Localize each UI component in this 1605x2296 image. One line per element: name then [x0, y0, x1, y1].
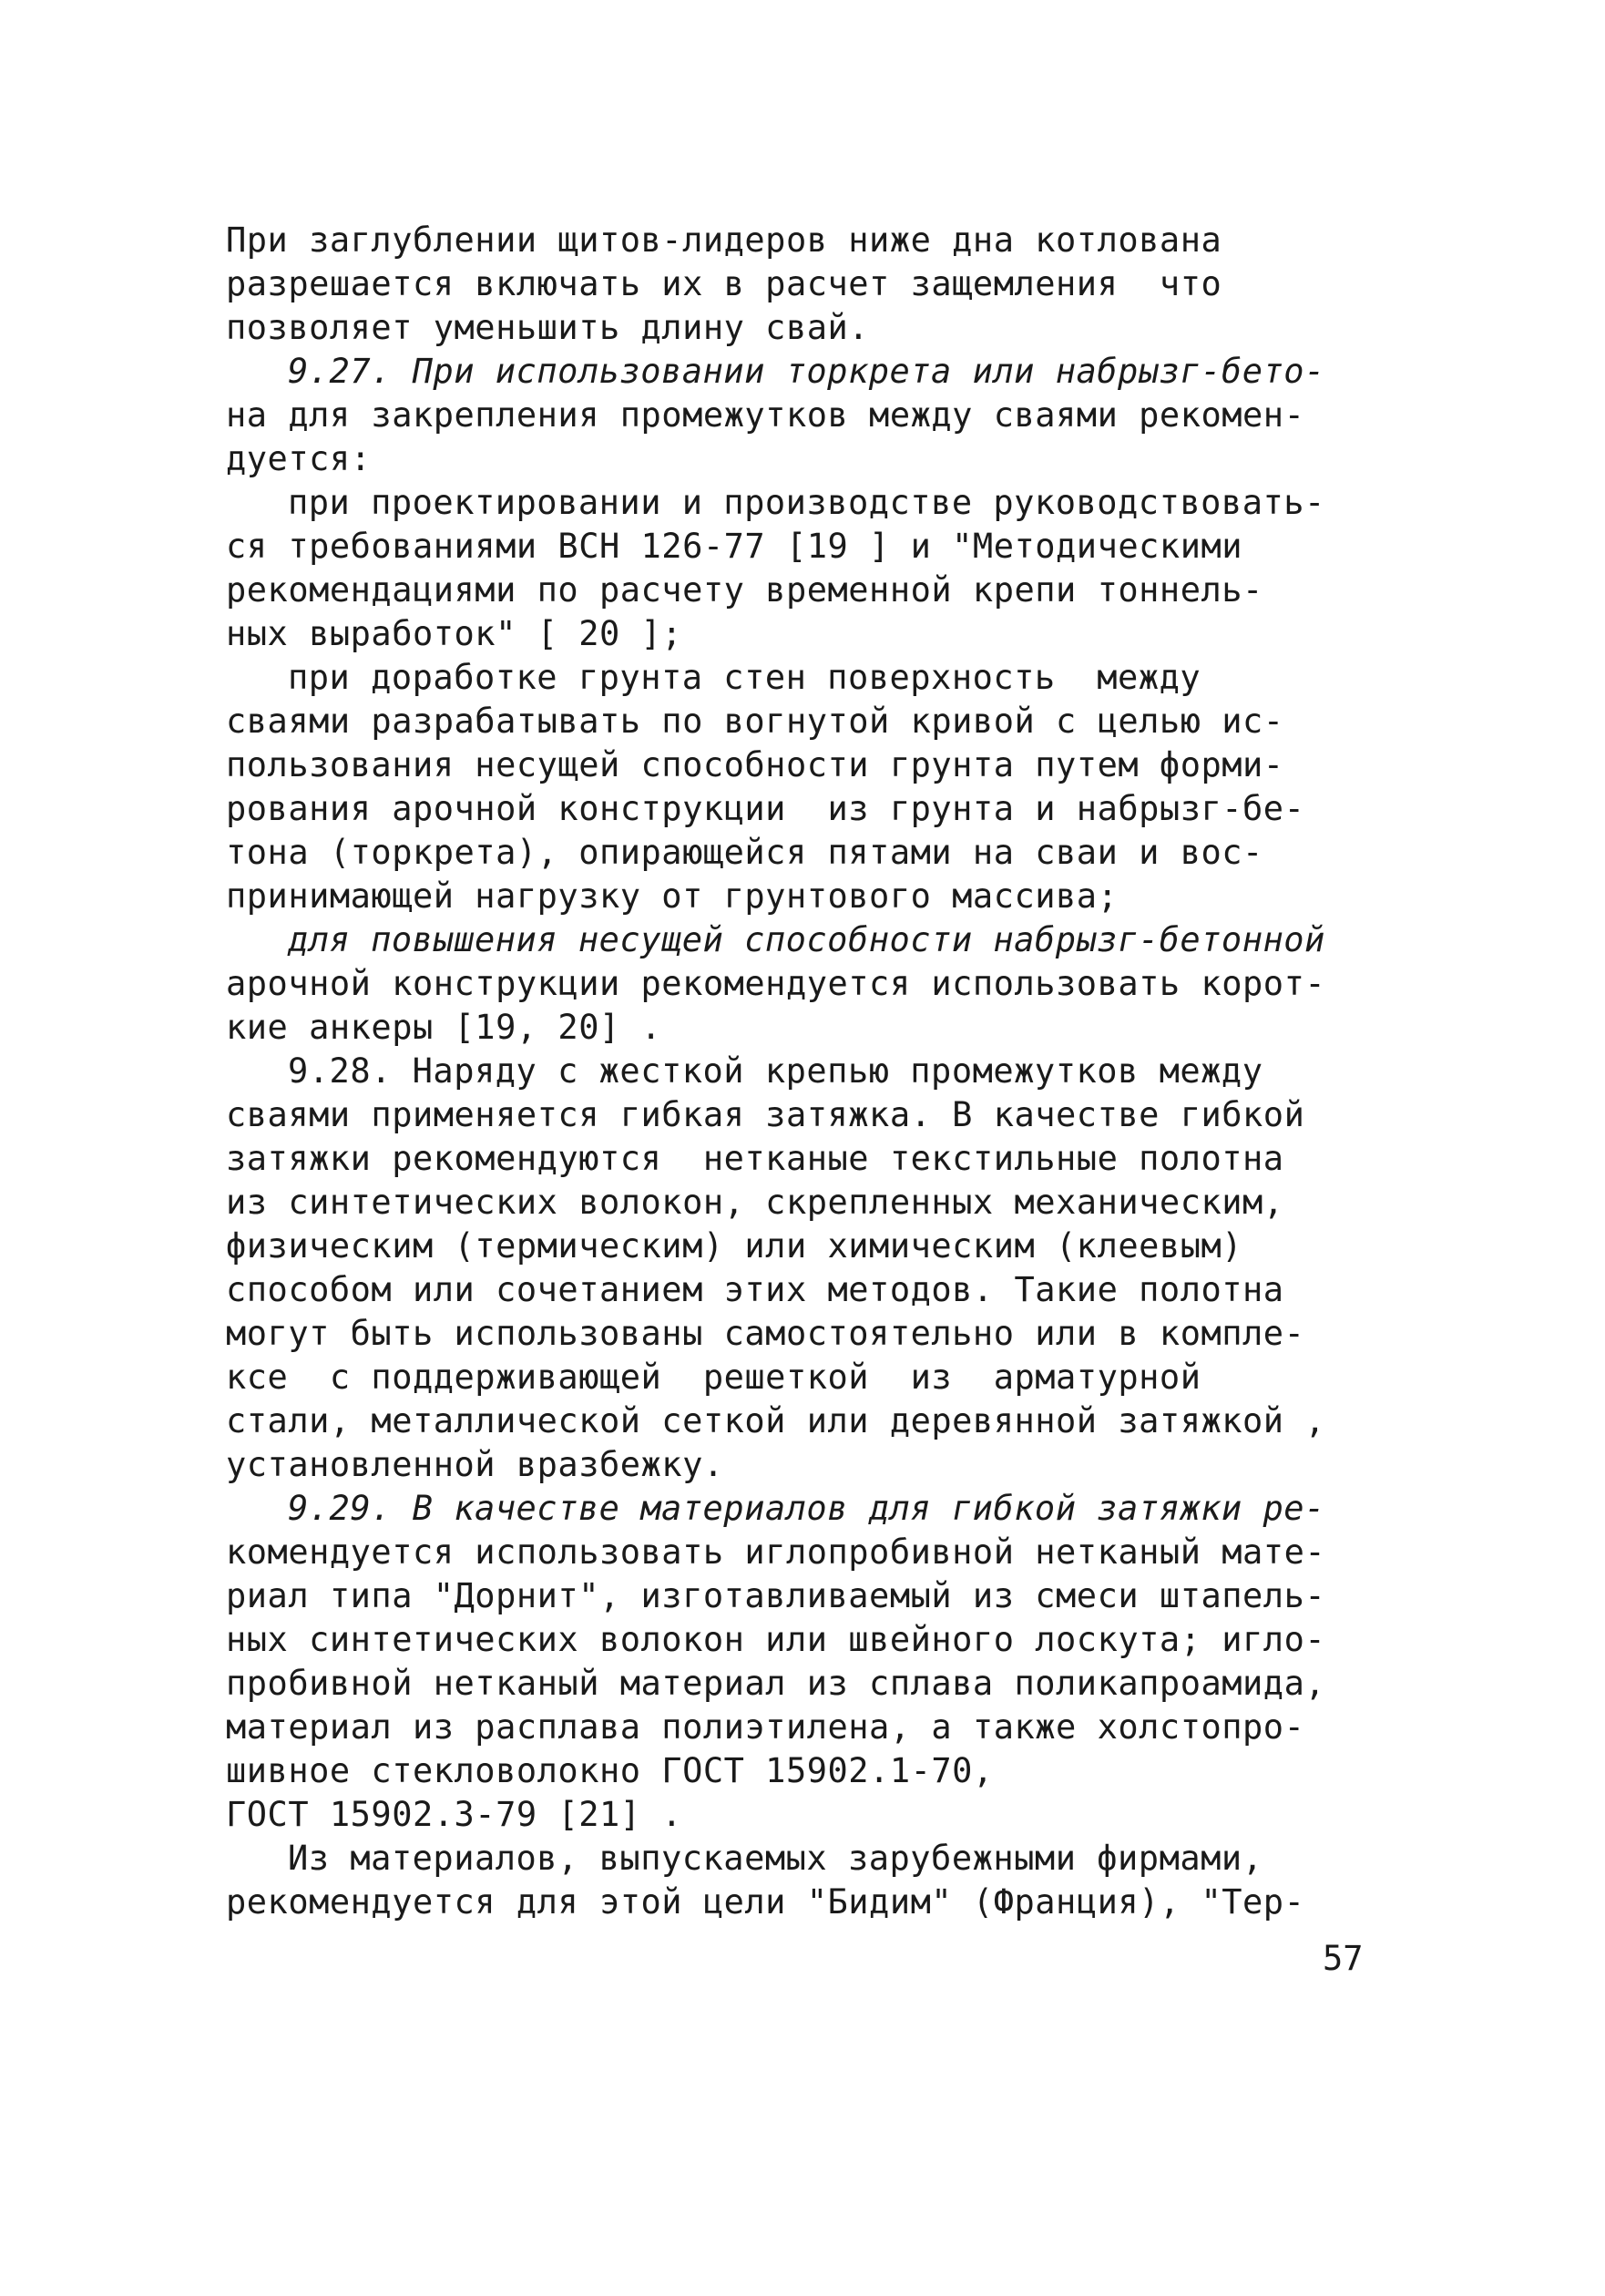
text-line: материал из расплава полиэтилена, а также холстопро-: [226, 1707, 1305, 1747]
text-line: 9.28. Наряду с жесткой крепью промежутков между: [288, 1051, 1263, 1091]
text-line: 9.27. При использовании торкрета или набрызг-бето-: [288, 352, 1325, 391]
text-line: на для закрепления промежутков между сваями рекомен-: [226, 395, 1305, 435]
text-line: сваями разрабатывать по вогнутой кривой с целью ис-: [226, 702, 1284, 741]
text-line: установленной вразбежку.: [226, 1445, 724, 1484]
text-line: тона (торкрета), опирающейся пятами на сваи и вос-: [226, 833, 1263, 872]
text-line: риал типа "Дорнит", изготавливаемый из смеси штапель-: [226, 1576, 1326, 1615]
text-line: ных выработок" [ 20 ];: [226, 614, 683, 653]
text-line: дуется:: [226, 439, 372, 478]
text-line: позволяет уменьшить длину свай.: [226, 308, 870, 347]
text-line: ГОСТ 15902.3-79 [21] .: [226, 1795, 683, 1834]
text-line: сваями применяется гибкая затяжка. В качестве гибкой: [226, 1095, 1305, 1134]
body-text: [226, 219, 1437, 1924]
text-line: ся требованиями ВСН 126-77 [19 ] и "Методическими: [226, 527, 1243, 566]
text-line: пользования несущей способности грунта путем форми-: [226, 745, 1284, 784]
text-line: арочной конструкции рекомендуется использовать корот-: [226, 964, 1326, 1003]
text-line: принимающей нагрузку от грунтового массива;: [226, 876, 1119, 916]
text-line: 9.29. В качестве материалов для гибкой затяжки ре-: [288, 1489, 1325, 1528]
text-line: могут быть использованы самостоятельно или в компле-: [226, 1314, 1305, 1353]
text-line: разрешается включать их в расчет защемления что: [226, 264, 1222, 303]
text-line: физическим (термическим) или химическим (клеевым): [226, 1226, 1243, 1266]
text-line: из синтетических волокон, скрепленных механическим,: [226, 1183, 1284, 1222]
text-line: рования арочной конструкции из грунта и набрызг-бе-: [226, 789, 1305, 828]
text-line: шивное стекловолокно ГОСТ 15902.1-70,: [226, 1751, 994, 1790]
page-number: 57: [1323, 1939, 1364, 1978]
text-line: при доработке грунта стен поверхность между: [288, 658, 1201, 697]
text-line: Из материалов, выпускаемых зарубежными фирмами,: [288, 1839, 1263, 1878]
text-line: при проектировании и производстве руководствовать-: [288, 483, 1325, 522]
text-line: ксе с поддерживающей решеткой из арматурной: [226, 1358, 1201, 1397]
text-line: ных синтетических волокон или швейного лоскута; игло-: [226, 1620, 1326, 1659]
text-line: комендуется использовать иглопробивной нетканый мате-: [226, 1532, 1326, 1572]
text-line: пробивной нетканый материал из сплава поликапроамида,: [226, 1664, 1326, 1703]
text-line: для повышения несущей способности набрызг-бетонной: [288, 920, 1325, 959]
text-line: кие анкеры [19, 20] .: [226, 1008, 662, 1047]
text-line: При заглублении щитов-лидеров ниже дна котлована: [226, 220, 1222, 260]
text-line: способом или сочетанием этих методов. Такие полотна: [226, 1270, 1284, 1309]
text-line: затяжки рекомендуются нетканые текстильные полотна: [226, 1139, 1284, 1178]
text-line: рекомендациями по расчету временной крепи тоннель-: [226, 570, 1263, 610]
text-line: рекомендуется для этой цели "Бидим" (Франция), "Тер-: [226, 1882, 1305, 1922]
text-line: стали, металлической сеткой или деревянной затяжкой ,: [226, 1401, 1326, 1440]
